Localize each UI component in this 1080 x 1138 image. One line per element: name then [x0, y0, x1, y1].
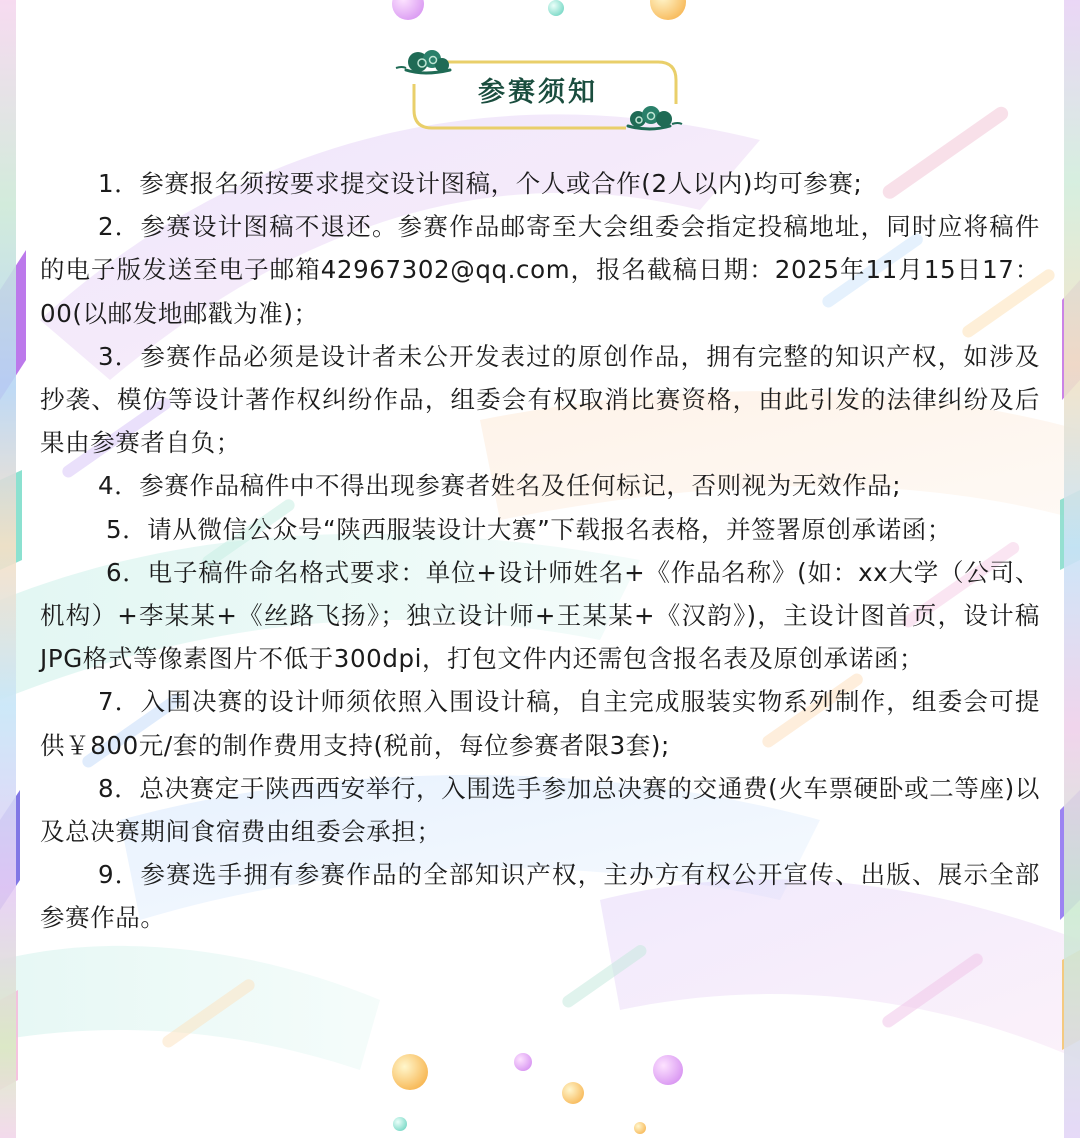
- rule-item-4: 4．参赛作品稿件中不得出现参赛者姓名及任何标记，否则视为无效作品;: [98, 471, 902, 501]
- rule-item-9: 9．参赛选手拥有参赛作品的全部知识产权，主办方有权公开宣传、出版、展示全部参赛作品。: [40, 860, 1040, 933]
- rule-item-2: 2．参赛设计图稿不退还。参赛作品邮寄至大会组委会指定投稿地址，同时应将稿件的电子版发送至电子邮箱42967302@qq.com，报名截稿日期：2025年11月15日17：00(以邮发地邮戳为准)；: [40, 212, 1040, 328]
- left-decorative-border: [0, 0, 16, 1138]
- rule-item-3: 3．参赛作品必须是设计者未公开发表过的原创作品，拥有完整的知识产权，如涉及抄袭、模仿等设计著作权纠纷作品，组委会有权取消比赛资格，由此引发的法律纠纷及后果由参赛者自负；: [40, 341, 1040, 458]
- cloud-ornament-icon: [392, 46, 454, 78]
- right-decorative-border: [1064, 0, 1080, 1138]
- page-title: 参赛须知: [478, 77, 598, 108]
- rule-item-6: 6．电子稿件命名格式要求：单位+设计师姓名+《作品名称》(如：xx大学（公司、机构）+李某某+《丝路飞扬》；独立设计师+王某某+《汉韵》)，主设计图首页，设计稿JPG格式等像素图片不低于300dpi，打包文件内还需包含报名表及原创承诺函；: [40, 557, 1040, 674]
- rule-item-7: 7．入围决赛的设计师须依照入围设计稿，自主完成服装实物系列制作，组委会可提供￥800元/套的制作费用支持(税前，每位参赛者限3套);: [40, 687, 1040, 760]
- rules-list: [40, 162, 1040, 940]
- rule-item-8: 8．总决赛定于陕西西安举行，入围选手参加总决赛的交通费(火车票硬卧或二等座)以及总决赛期间食宿费由组委会承担；: [40, 773, 1040, 847]
- rule-item-1: 1．参赛报名须按要求提交设计图稿，个人或合作(2人以内)均可参赛;: [98, 169, 863, 198]
- rule-item-5: 5．请从微信公众号“陕西服装设计大赛”下载报名表格，并签署原创承诺函；: [106, 514, 952, 544]
